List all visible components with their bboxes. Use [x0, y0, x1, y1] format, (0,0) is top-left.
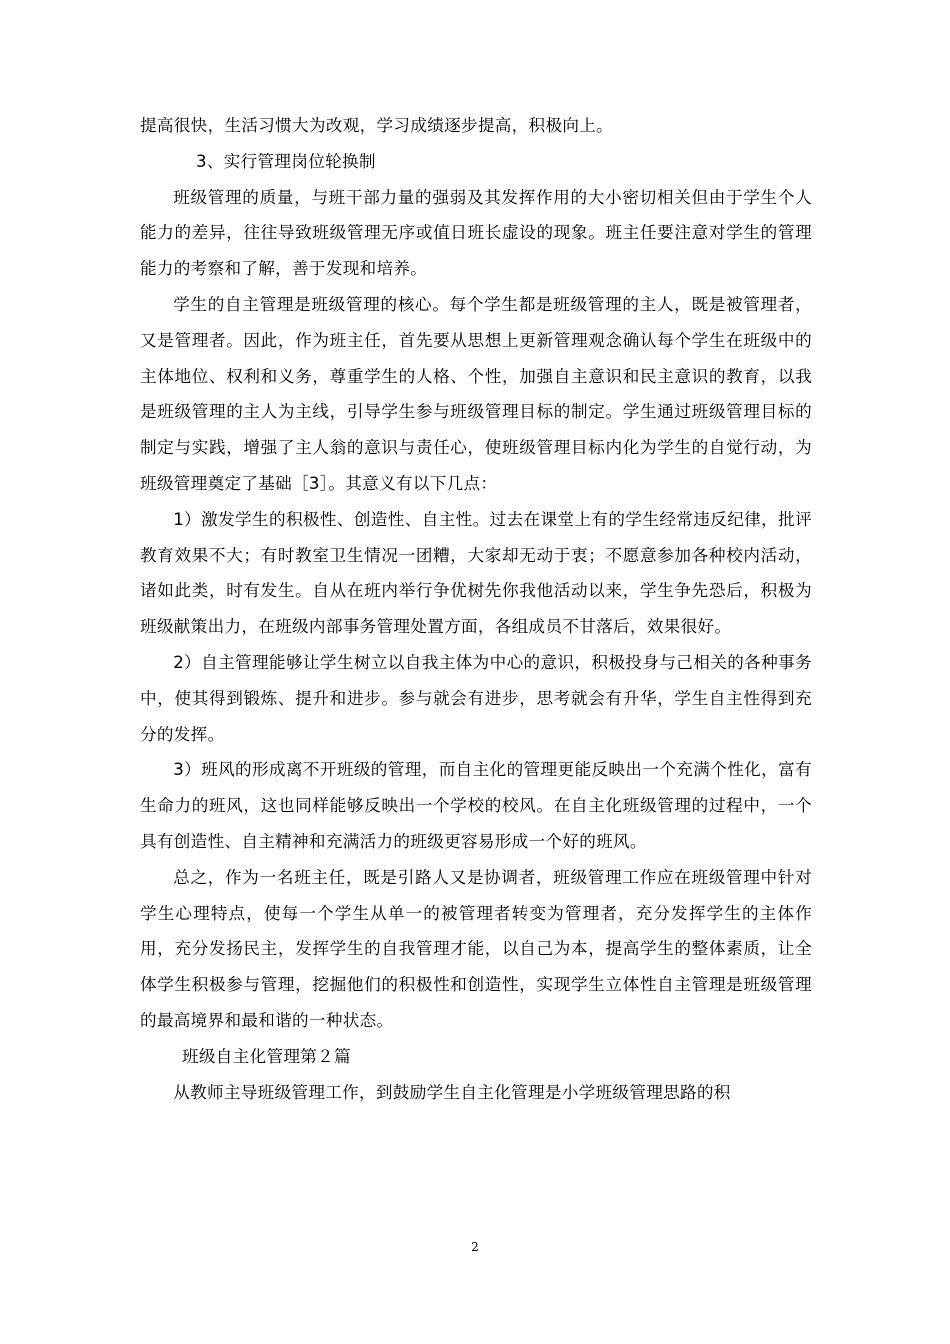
- page-number: 2: [471, 1240, 479, 1254]
- section-heading-3: 3、实行管理岗位轮换制: [196, 151, 376, 171]
- paragraph-article-2-start: 从教师主导班级管理工作，到鼓励学生自主化管理是小学班级管理思路的积: [173, 1082, 731, 1102]
- paragraph-class-quality: 班级管理的质量，与班干部力量的强弱及其发挥作用的大小密切相关但由于学生个人能力的差异，往往导致班级管理无序或值日班长虚设的现象。班主任要注意对学生的管理能力的考察和了解，善于发现和培养。: [140, 187, 812, 279]
- document-body: [140, 108, 812, 1110]
- list-item-3: 3）班风的形成离不开班级的管理，而自主化的管理更能反映出一个充满个性化，富有生命力的班风，这也同样能够反映出一个学校的校风。在自主化班级管理的过程中，一个具有创造性、自主精神和充满活力的班级更容易形成一个好的班风。: [140, 760, 812, 851]
- paragraph-conclusion: 总之，作为一名班主任，既是引路人又是协调者，班级管理工作应在班级管理中针对学生心理特点，使每一个学生从单一的被管理者转变为管理者，充分发挥学生的主体作用，充分发扬民主，发挥学生的自我管理才能，以自己为本，提高学生的整体素质，让全体学生积极参与管理，挖掘他们的积极性和创造性，实现学生立体性自主管理是班级管理的最高境界和最和谐的一种状态。: [140, 867, 812, 1030]
- paragraph-continuation: 提高很快，生活习惯大为改观，学习成绩逐步提高，积极向上。: [140, 116, 614, 135]
- list-item-2: 2）自主管理能够让学生树立以自我主体为中心的意识，积极投身与己相关的各种事务中，使其得到锻炼、提升和进步。参与就会有进步，思考就会有升华，学生自主性得到充分的发挥。: [140, 652, 812, 744]
- paragraph-self-management-core: 学生的自主管理是班级管理的核心。每个学生都是班级管理的主人，既是被管理者，又是管理者。因此，作为班主任，首先要从思想上更新管理观念确认每个学生在班级中的主体地位、权利和义务，尊重学生的人格、个性，加强自主意识和民主意识的教育，以我是班级管理的主人为主线，引导学生参与班级管理目标的制定。学生通过班级管理目标的制定与实践，增强了主人翁的意识与责任心，使班级管理目标内化为学生的自觉行动，为班级管理奠定了基础［3］。其意义有以下几点：: [140, 294, 812, 493]
- article-heading-2: 班级自主化管理第２篇: [182, 1046, 351, 1066]
- list-item-1: 1）激发学生的积极性、创造性、自主性。过去在课堂上有的学生经常违反纪律，批评教育效果不大；有时教室卫生情况一团糟，大家却无动于衷；不愿意参加各种校内活动，诸如此类，时有发生。自从在班内举行争优树先你我他活动以来，学生争先恐后，积极为班级献策出力，在班级内部事务管理处置方面，各组成员不甘落后，效果很好。: [140, 509, 812, 637]
